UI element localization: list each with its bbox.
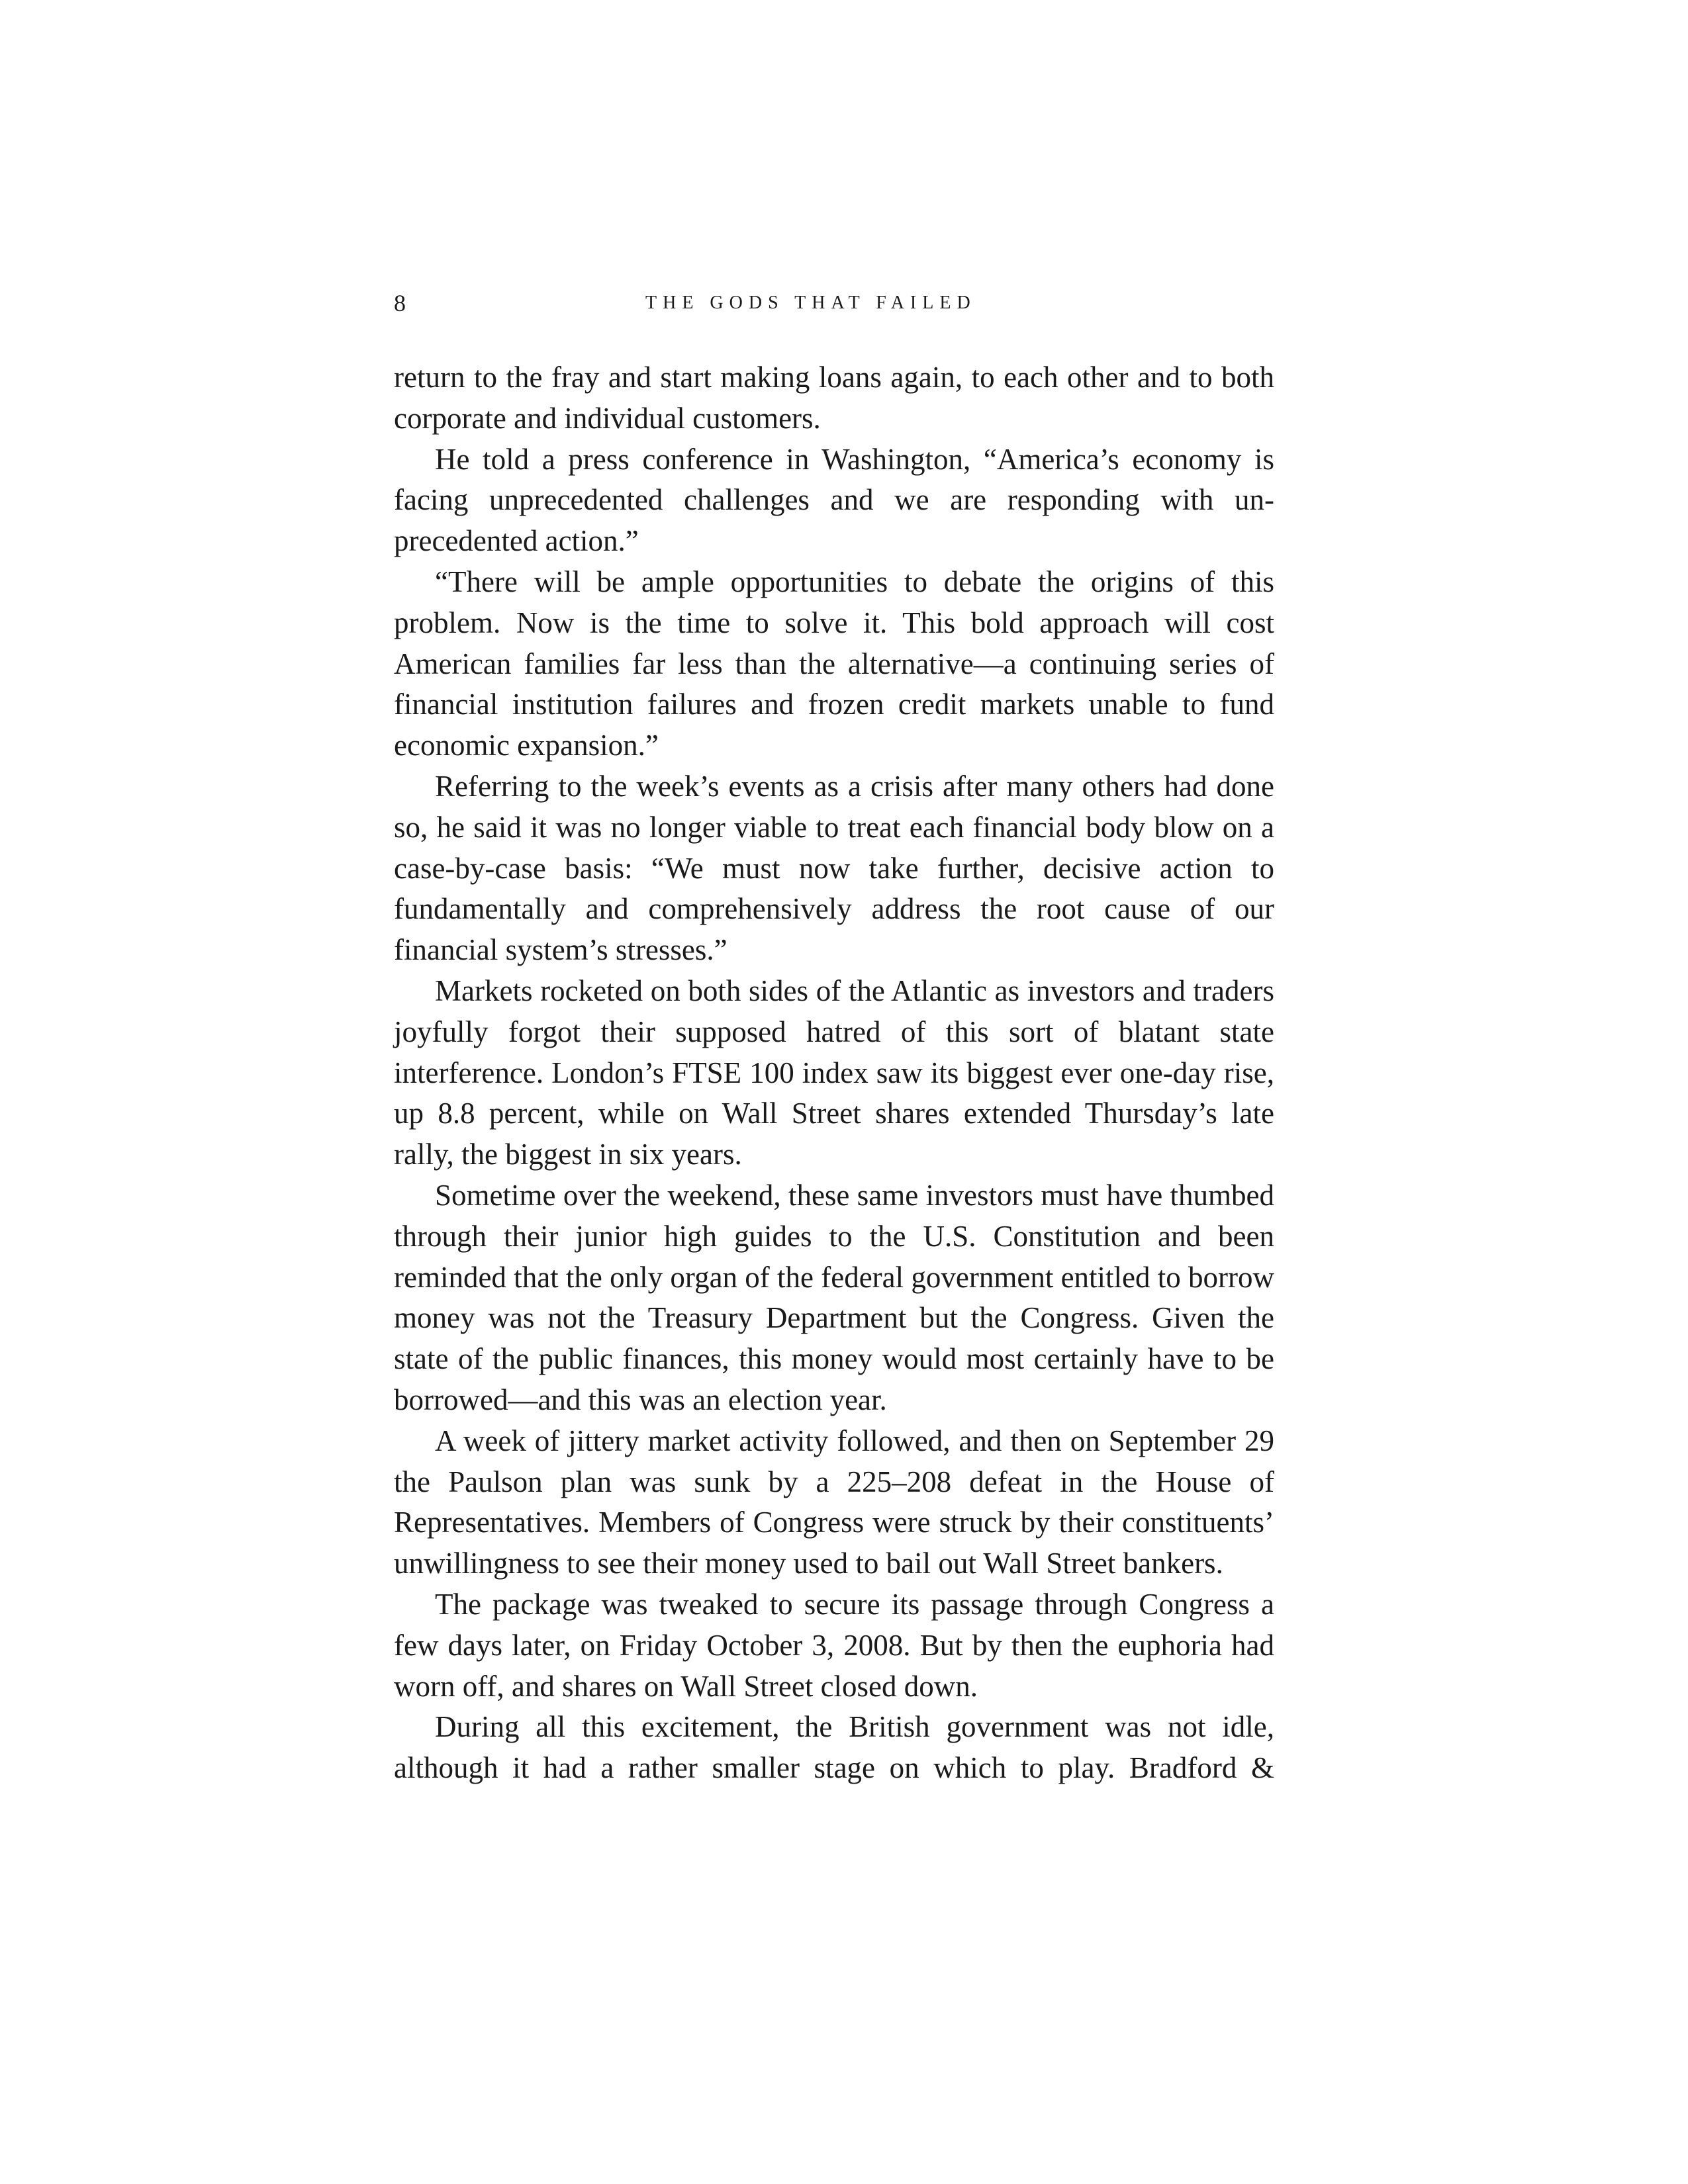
- paragraph: A week of jittery market activity followed, and then on September 29 the Paulson plan was sunk by a 225–208 defeat in the House of Representatives. Members of Congress were struck by their constituents’ unwillingness to see their money used to bail out Wall Street bankers.: [394, 1424, 1274, 1580]
- paragraph: The package was tweaked to secure its passage through Congress a few days later, on Friday October 3, 2008. But by then the euphoria had worn off, and shares on Wall Street closed down.: [394, 1587, 1274, 1703]
- paragraph: return to the fray and start making loans again, to each other and to both corporate and individual customers.: [394, 361, 1274, 435]
- running-head: [394, 283, 1274, 323]
- book-title: THE GODS THAT FAILED: [645, 293, 976, 313]
- page-number: 8: [394, 290, 406, 316]
- paragraph: “There will be ample opportunities to debate the origins of this problem. Now is the time to solve it. This bold approach will cost American families far less than the alternative—a continuing series of financial institution failures and frozen credit markets unable to fund economic expansion.”: [394, 565, 1274, 762]
- paragraph: Sometime over the weekend, these same investors must have thumbed through their junior high guides to the U.S. Constitution and been reminded that the only organ of the federal government entitled to borrow money was not the Treasury Department but the Congress. Given the state of the public finances, this money would most certainly have to be borrowed—and this was an election year.: [394, 1178, 1275, 1416]
- paragraph: He told a press conference in Washington, “America’s economy is facing unprecedented challenges and we are responding with unprecedented action.”: [394, 442, 1274, 558]
- body-text: [394, 357, 1274, 1789]
- paragraph: Markets rocketed on both sides of the Atlantic as investors and traders joyfully forgot their supposed hatred of this sort of blatant state interference. London’s FTSE 100 index saw its biggest ever one-day rise, up 8.8 percent, while on Wall Street shares extended Thursday’s late rally, the biggest in six years.: [394, 974, 1274, 1171]
- paragraph: During all this excitement, the British government was not idle, although it had a rather smaller stage on which to play. Bradford &: [394, 1710, 1274, 1785]
- paragraph: Referring to the week’s events as a crisis after many others had done so, he said it was no longer viable to treat each financial body blow on a case-by-case basis: “We must now take further, decisive action to fundamentally and comprehensively address the root cause of our financial system’s stresses.”: [394, 769, 1274, 967]
